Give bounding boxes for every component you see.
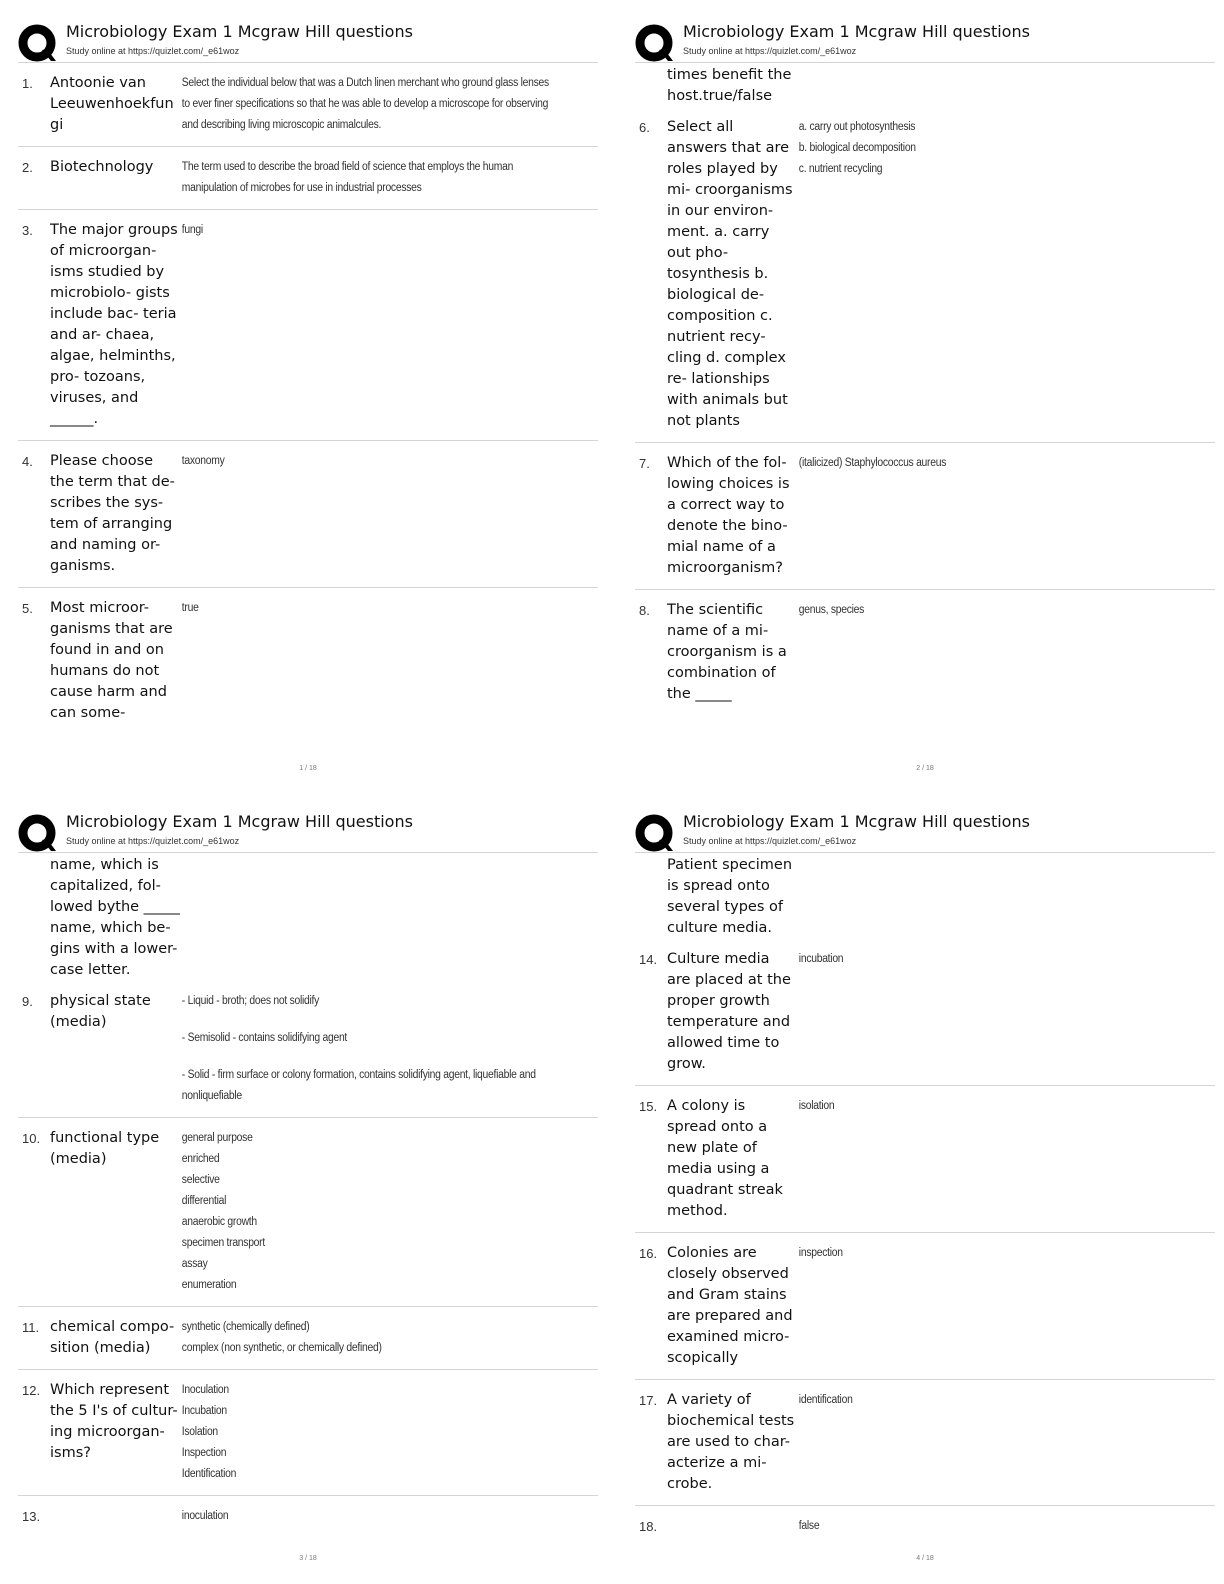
card-term: Most microor- ganisms that are found in and on humans do not cause harm and can some-: [50, 600, 178, 721]
definition-line: incubation: [798, 953, 844, 965]
study-link[interactable]: Study online at https://quizlet.com/_e61woz: [66, 46, 240, 56]
flashcard-row: [18, 1496, 598, 1537]
page-header: [18, 806, 598, 852]
definition-line: complex (non synthetic, or chemically defined): [181, 1342, 382, 1354]
flashcard-row: [635, 1506, 1215, 1547]
card-list: [18, 981, 598, 1537]
card-term: Which represent the 5 I's of cultur- ing microorgan- isms?: [50, 1382, 183, 1461]
card-number: 14.: [639, 952, 658, 967]
definition-line: taxonomy: [181, 455, 225, 467]
page-1: [18, 16, 598, 776]
card-definition: [180, 157, 556, 199]
definition-line: [182, 1012, 556, 1028]
card-number: 12.: [22, 1383, 41, 1398]
definition-line: assay: [181, 1258, 208, 1270]
definition-line: identification: [798, 1394, 853, 1406]
card-term: A variety of biochemical tests are used to char- acterize a mi- crobe.: [667, 1392, 799, 1492]
definition-line: anaerobic growth: [181, 1216, 257, 1228]
flashcard-row: [18, 63, 598, 147]
continued-term: times benefit the host.true/false: [667, 67, 792, 104]
card-number: 6.: [639, 120, 650, 135]
card-definition: [797, 600, 1173, 705]
card-number: 2.: [22, 160, 33, 175]
definition-line: Inoculation: [181, 1384, 229, 1396]
card-list: [18, 63, 598, 734]
definition-line: specimen transport: [181, 1237, 265, 1249]
flashcard-row: [18, 981, 598, 1118]
flashcard-row: [18, 441, 598, 588]
card-term: functional type (media): [50, 1130, 164, 1167]
flashcard-row: [635, 107, 1215, 443]
flashcard-row: [18, 147, 598, 210]
definition-line: selective: [181, 1174, 220, 1186]
page-number: 1 / 18: [299, 765, 317, 772]
definition-line: enumeration: [181, 1279, 237, 1291]
card-number: 1.: [22, 76, 33, 91]
doc-title: Microbiology Exam 1 Mcgraw Hill questions: [683, 812, 1030, 831]
definition-line: inspection: [798, 1247, 843, 1259]
card-definition: [180, 73, 556, 136]
card-definition: [180, 1380, 556, 1485]
definition-line: true: [181, 602, 199, 614]
page-number: 4 / 18: [916, 1555, 934, 1562]
card-definition: [797, 1516, 1173, 1537]
quizlet-logo-icon: [635, 24, 675, 64]
card-list: [635, 107, 1215, 715]
definition-line: a. carry out photosynthesis: [798, 121, 916, 133]
card-number: 13.: [22, 1509, 41, 1524]
definition-line: Select the individual below that was a Dutch linen merchant who ground glass lenses to ever finer specifications so that he was able to develop a microscope for observing and describing living microscopic animalcules.: [181, 77, 549, 131]
flashcard-row: [18, 1307, 598, 1370]
definition-line: differential: [181, 1195, 227, 1207]
card-definition: [797, 453, 1173, 579]
page-4: [635, 806, 1215, 1566]
definition-line: [182, 1049, 556, 1065]
card-term: The major groups of microorgan- isms studied by microbiolo- gists include bac- teria and ar- chaea, algae, helminths, pro- tozoans, viruses, and ______.: [50, 222, 183, 427]
page-header: [635, 16, 1215, 62]
card-definition: [180, 451, 556, 577]
continued-term: name, which is capitalized, fol- lowed bythe _____ name, which be- gins with a lower- case letter.: [50, 857, 180, 978]
page-2: [635, 16, 1215, 776]
card-number: 10.: [22, 1131, 41, 1146]
card-number: 5.: [22, 601, 33, 616]
definition-line: false: [798, 1520, 820, 1532]
definition-line: synthetic (chemically defined): [181, 1321, 310, 1333]
definition-line: isolation: [798, 1100, 835, 1112]
page-number: 2 / 18: [916, 765, 934, 772]
card-term: The scientific name of a mi- croorganism is a combination of the _____: [667, 602, 792, 702]
card-term: Select all answers that are roles played by mi- croorganisms in our environ- ment. a. carry out pho- tosynthesis b. biological de- composition c. nutrient recy- cling d. complex re- lationships with animals but not plants: [667, 119, 798, 429]
card-definition: [797, 949, 1173, 1075]
card-definition: [180, 1317, 556, 1359]
definition-line: Inspection: [181, 1447, 227, 1459]
card-number: 17.: [639, 1393, 658, 1408]
quizlet-logo-icon: [635, 814, 675, 854]
quizlet-logo-icon: [18, 24, 58, 64]
flashcard-row: [635, 1233, 1215, 1380]
card-definition: [797, 1096, 1173, 1222]
card-term: Antoonie van Leeuwenhoekfungi: [50, 75, 174, 133]
flashcard-row: [635, 939, 1215, 1086]
card-number: 4.: [22, 454, 33, 469]
definition-line: c. nutrient recycling: [798, 163, 883, 175]
doc-title: Microbiology Exam 1 Mcgraw Hill questions: [66, 22, 413, 41]
card-term: A colony is spread onto a new plate of media using a quadrant streak method.: [667, 1098, 788, 1219]
card-number: 3.: [22, 223, 33, 238]
definition-line: fungi: [181, 224, 203, 236]
card-term: [667, 1516, 797, 1537]
page-header: [18, 16, 598, 62]
study-link[interactable]: Study online at https://quizlet.com/_e61woz: [66, 836, 240, 846]
card-number: 9.: [22, 994, 33, 1009]
definition-line: general purpose: [181, 1132, 253, 1144]
card-term: Culture media are placed at the proper growth temperature and allowed time to grow.: [667, 951, 796, 1072]
card-term: Which of the fol- lowing choices is a correct way to denote the bino- mial name of a microorganism?: [667, 455, 795, 576]
card-term: chemical compo- sition (media): [50, 1319, 179, 1356]
card-number: 8.: [639, 603, 650, 618]
card-definition: [180, 1128, 556, 1296]
card-list: [635, 939, 1215, 1547]
flashcard-row: [635, 1380, 1215, 1506]
card-term: Colonies are closely observed and Gram stains are prepared and examined micro- scopically: [667, 1245, 798, 1366]
card-term: Please choose the term that de- scribes the sys- tem of arranging and naming or- ganisms.: [50, 453, 180, 574]
flashcard-row: [635, 1086, 1215, 1233]
flashcard-row: [635, 590, 1215, 715]
card-definition: [180, 1506, 556, 1527]
card-number: 16.: [639, 1246, 658, 1261]
definition-line: (italicized) Staphylococcus aureus: [798, 457, 947, 469]
card-definition: [180, 598, 556, 724]
doc-title: Microbiology Exam 1 Mcgraw Hill questions: [683, 22, 1030, 41]
definition-line: - Semisolid - contains solidifying agent: [181, 1032, 348, 1044]
card-definition: [797, 1243, 1173, 1369]
definition-line: Identification: [181, 1468, 237, 1480]
definition-line: - Solid - firm surface or colony formation, contains solidifying agent, liquefiable and nonliquefiable: [181, 1069, 536, 1102]
study-link[interactable]: Study online at https://quizlet.com/_e61woz: [683, 836, 857, 846]
definition-line: - Liquid - broth; does not solidify: [181, 995, 320, 1007]
definition-line: inoculation: [181, 1510, 229, 1522]
card-term: physical state (media): [50, 993, 156, 1030]
page-number: 3 / 18: [299, 1555, 317, 1562]
card-term: Biotechnology: [50, 159, 154, 175]
definition-line: b. biological decomposition: [798, 142, 916, 154]
flashcard-row: [18, 588, 598, 734]
definition-line: Isolation: [181, 1426, 218, 1438]
card-number: 15.: [639, 1099, 658, 1114]
definition-line: Incubation: [181, 1405, 227, 1417]
page-header: [635, 806, 1215, 852]
flashcard-row: [18, 1370, 598, 1496]
card-definition: [797, 117, 1173, 432]
flashcard-row: [18, 210, 598, 441]
continued-term: Patient specimen is spread onto several types of culture media.: [667, 857, 793, 936]
page-3: [18, 806, 598, 1566]
definition-line: The term used to describe the broad field of science that employs the human manipulation of microbes for use in industrial processes: [181, 161, 514, 194]
card-term: [50, 1506, 180, 1527]
doc-title: Microbiology Exam 1 Mcgraw Hill questions: [66, 812, 413, 831]
card-definition: [180, 991, 556, 1107]
quizlet-logo-icon: [18, 814, 58, 854]
card-number: 7.: [639, 456, 650, 471]
definition-line: genus, species: [798, 604, 865, 616]
study-link[interactable]: Study online at https://quizlet.com/_e61woz: [683, 46, 857, 56]
card-number: 18.: [639, 1519, 658, 1534]
definition-line: enriched: [181, 1153, 220, 1165]
card-definition: [180, 220, 556, 430]
card-definition: [797, 1390, 1173, 1495]
flashcard-row: [18, 1118, 598, 1307]
card-number: 11.: [22, 1320, 40, 1335]
flashcard-row: [635, 443, 1215, 590]
